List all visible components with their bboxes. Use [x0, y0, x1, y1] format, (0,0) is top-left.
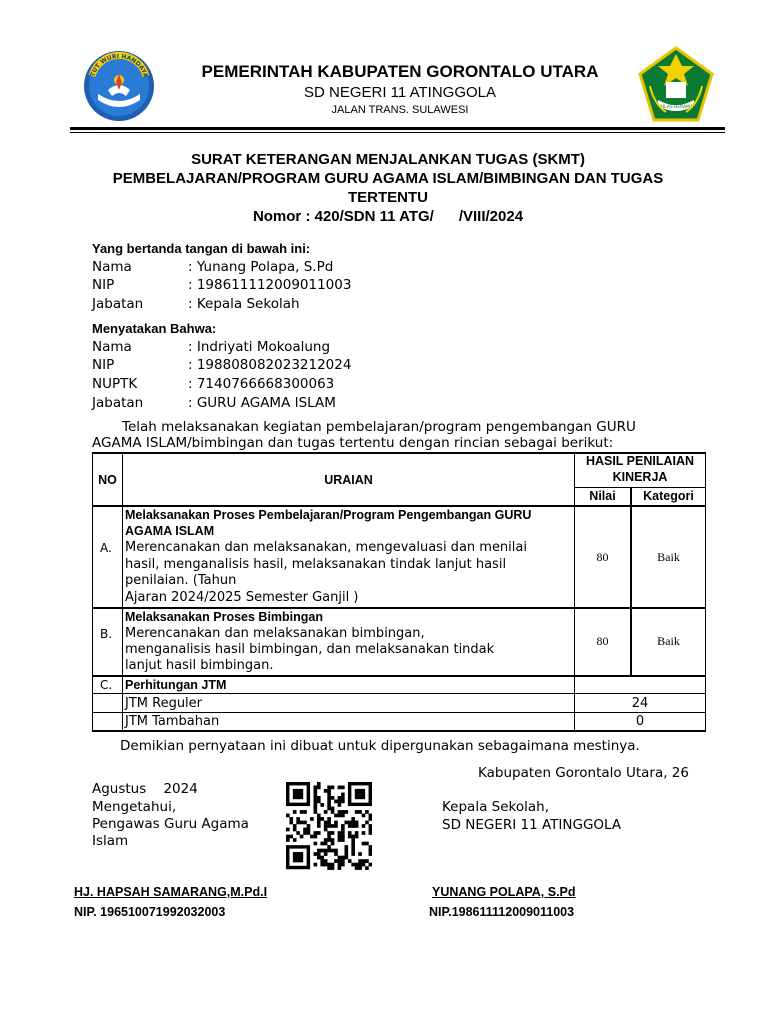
row-b-desc-line2: menganalisis hasil bimbingan, dan melaksanakan tindak — [125, 642, 495, 657]
row-a-title-line2: AGAMA ISLAM — [125, 524, 215, 538]
row-b-title: Melaksanakan Proses Bimbingan — [125, 610, 323, 624]
col-no-header: NO — [98, 473, 117, 487]
subject-position-label: Jabatan — [92, 395, 144, 411]
right-sig-line2: SD NEGERI 11 ATINGGOLA — [442, 817, 622, 833]
qr-code-icon — [286, 782, 372, 870]
jtm-tambahan-label: JTM Tambahan — [125, 714, 220, 729]
signer-nip-label: NIP — [92, 277, 115, 293]
subject-name-value: : Indriyati Mokoalung — [188, 339, 331, 355]
row-b-kategori: Baik — [657, 634, 680, 648]
subject-nip-label: NIP — [92, 357, 115, 373]
government-title: PEMERINTAH KABUPATEN GORONTALO UTARA — [201, 62, 599, 81]
tut-wuri-handayani-logo — [82, 50, 156, 122]
subject-name-label: Nama — [92, 339, 132, 355]
row-a-desc-line1: Merencanakan dan melaksanakan, mengevaluasi dan menilai — [125, 540, 527, 555]
col-uraian-header: URAIAN — [324, 473, 373, 487]
right-sig-name: YUNANG POLAPA, S.Pd — [432, 885, 576, 899]
left-sig-nip: NIP. 196510071992032003 — [74, 905, 226, 919]
jtm-reguler-value: 24 — [631, 696, 649, 711]
col-kategori-header: Kategori — [643, 489, 694, 503]
intro-line2: AGAMA ISLAM/bimbingan dan tugas tertentu dengan rincian sebagai berikut: — [92, 435, 614, 451]
signer-position-label: Jabatan — [92, 296, 144, 312]
jtm-reguler-label: JTM Reguler — [125, 696, 203, 711]
row-a-desc-line2: hasil, menganalisis hasil, melaksanakan tindak lanjut hasil — [125, 557, 507, 572]
subject-heading: Menyatakan Bahwa: — [92, 321, 217, 336]
intro-line1: Telah melaksanakan kegiatan pembelajaran/program pengembangan GURU — [122, 419, 636, 435]
header-rule-thick — [70, 127, 725, 130]
row-c-no: C. — [100, 678, 113, 692]
right-sig-nip: NIP.198611112009011003 — [429, 905, 575, 919]
row-a-no: A. — [100, 541, 112, 555]
jtm-tambahan-value: 0 — [635, 714, 645, 729]
subject-position-value: : GURU AGAMA ISLAM — [188, 395, 336, 411]
subject-nip-value: : 198808082023212024 — [188, 357, 352, 373]
col-hasil-header-line1: HASIL PENILAIAN — [585, 454, 695, 468]
kemenag-logo — [636, 46, 716, 124]
signer-name-label: Nama — [92, 259, 132, 275]
school-name: SD NEGERI 11 ATINGGOLA — [304, 84, 496, 101]
row-a-desc-line3: penilaian. (Tahun — [125, 573, 237, 588]
col-nilai-header: Nilai — [589, 489, 616, 503]
document-number: Nomor : 420/SDN 11 ATG/ /VIII/2024 — [252, 208, 524, 225]
row-a-title-line1: Melaksanakan Proses Pembelajaran/Program Pengembangan GURU — [125, 508, 532, 522]
left-sig-line3: Islam — [92, 833, 129, 849]
month-year: Agustus 2024 — [92, 781, 198, 797]
subject-nuptk-value: : 7140766668300063 — [188, 376, 335, 392]
signer-nip-value: : 198611112009011003 — [188, 277, 352, 293]
school-address: JALAN TRANS. SULAWESI — [331, 104, 469, 116]
place-date: Kabupaten Gorontalo Utara, 26 — [478, 765, 689, 781]
left-sig-name: HJ. HAPSAH SAMARANG,M.Pd.I — [74, 885, 268, 899]
row-b-no: B. — [100, 627, 113, 641]
row-a-nilai: 80 — [596, 550, 609, 564]
right-logo-text: IKHLAS BERAMAL — [656, 105, 696, 110]
col-hasil-header-line2: KINERJA — [612, 470, 668, 484]
row-c-title: Perhitungan JTM — [125, 678, 227, 692]
left-logo-text: TUT WURI HANDAYA — [89, 53, 150, 79]
closing-statement: Demikian pernyataan ini dibuat untuk dipergunakan sebagaimana mestinya. — [120, 738, 640, 754]
left-sig-line2: Pengawas Guru Agama — [92, 816, 249, 832]
signer-name-value: : Yunang Polapa, S.Pd — [188, 259, 334, 275]
left-sig-line1: Mengetahui, — [92, 799, 177, 815]
row-a-desc-line4: Ajaran 2024/2025 Semester Ganjil ) — [125, 590, 359, 605]
header-rule-thin — [70, 132, 725, 133]
signer-heading: Yang bertanda tangan di bawah ini: — [92, 241, 311, 256]
row-b-nilai: 80 — [596, 634, 609, 648]
signer-position-value: : Kepala Sekolah — [188, 296, 300, 312]
right-sig-line1: Kepala Sekolah, — [442, 799, 549, 815]
document-title-line2: PEMBELAJARAN/PROGRAM GURU AGAMA ISLAM/BIMBINGAN DAN TUGAS — [112, 170, 664, 187]
document-title-line3: TERTENTU — [348, 189, 428, 206]
subject-nuptk-label: NUPTK — [92, 376, 138, 392]
row-a-kategori: Baik — [657, 550, 680, 564]
document-title-line1: SURAT KETERANGAN MENJALANKAN TUGAS (SKMT) — [191, 151, 585, 168]
row-b-desc-line1: Merencanakan dan melaksanakan bimbingan, — [125, 626, 425, 641]
row-b-desc-line3: lanjut hasil bimbingan. — [125, 658, 274, 673]
